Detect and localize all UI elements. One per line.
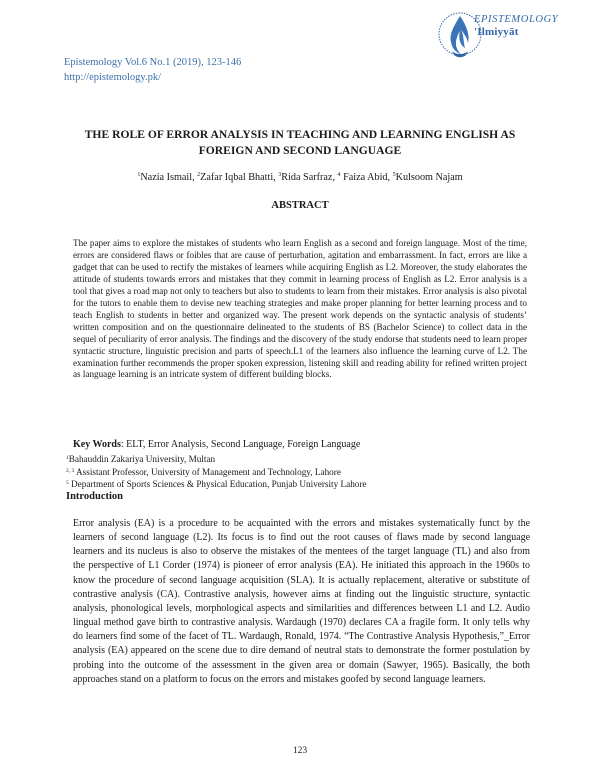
author: $^5$Kulsoom Najam	[392, 172, 463, 183]
affiliation: $^1$Bahauddin Zakariya University, Multan	[66, 454, 216, 464]
author-list	[60, 172, 540, 183]
keywords-label: Key Words	[73, 439, 121, 450]
journal-logo-text	[474, 14, 558, 38]
keywords	[73, 439, 360, 450]
author: $^2$Zafar Iqbal Bhatti,	[197, 172, 279, 183]
author: $^1$Nazia Ismail,	[137, 172, 198, 183]
affiliations	[66, 453, 367, 491]
paper-title: THE ROLE OF ERROR ANALYSIS IN TEACHING AND LEARNING ENGLISH AS FOREIGN AND SECOND LANGUAGE	[84, 128, 516, 157]
keywords-list: : ELT, Error Analysis, Second Language, Foreign Language	[120, 439, 361, 450]
affiliation: $^5$ Department of Sports Sciences & Physical Education, Punjab University Lahore	[66, 479, 367, 489]
introduction-body: Error analysis (EA) is a procedure to be acquainted with the errors and mistakes systematically funct by the learners of second language (L2). Its focus is to find out the root causes of flaws made by second language learners and its nucleus is also to observe the mistakes of the mentees of the target language (TL) and also from the perspective of L1 Corder (1974) is pioneer of error analysis (EA). He initiated this approach in the 1960s to know the procedure of second language acquisition (SLA). It is actually replacement, alterative or substitute of contrastive analysis (CA). Contrastive analysis, however aims at finding out the linguistic structure, syntactic analysis, phonological levels, morphological aspects and similarities and differences between L1 and L2. Audio lingual method gave birth to contrastive analysis. Wardaugh (1970) declares CA a fragile form. It only tells why do learners find some of the facet of TL. Wardaugh, Ronald, 1974. “The Contrastive Analysis Hypothesis,”_Error analysis (EA) appeared on the scene due to dire demand of neutral stats to demonstrate the former postulation by probing into the outcome of the assessment in the given area or domain (Sawyer, 1965). Basically, the both approaches stand on a platform to focus on the errors and mistakes goofed by second language learners.	[73, 518, 530, 685]
abstract-heading: ABSTRACT	[271, 200, 329, 211]
affiliation: $^{2, 3}$ Assistant Professor, University of Management and Technology, Lahore	[66, 466, 341, 477]
journal-url[interactable]: http://epistemology.pk/	[64, 72, 162, 83]
page-number: 123	[292, 746, 308, 756]
author: $^4$ Faiza Abid,	[337, 172, 393, 183]
author: $^3$Rida Sarfraz,	[278, 172, 338, 183]
logo-subtitle: 'Ilmiyyāt	[474, 26, 519, 38]
abstract-body: The paper aims to explore the mistakes of students who learn English as a second and foreign language. Most of the time, errors are considered flaws or foibles that are cause of perturbation, agitation and embarrassment. In fact, errors are like a gadget that can be used to rectify the mistakes of learners while acquiring English as L2. Moreover, the study elaborates the attitude of students towards errors and mistakes that they commit in learning process of English as L2. Error analysis is a tool that gives a road map not only to teachers but also to students to learn from their mistakes. Error analysis is also pivotal for the tutors to enable them to devise new teaching strategies and make proper planning for better learning process and to teach English to students in better and organized way. The present work depends on the syntactic analysis of students’ written composition and on the questionnaire delineated to the students of BS (Bachelor Science) to collect data in the sequel of peculiarity of error analysis. The findings and the discovery of the study endorse that students need to learn proper syntactic structure, linguistic precision and parts of speech.L1 of the learners also influence the learning curve of L2. The examination further recommends the proper spoken expression, listening skill and reading ability for refined written project as language learning is an intricate system of different building blocks.	[73, 238, 527, 380]
journal-info	[64, 55, 241, 85]
journal-citation: Epistemology Vol.6 No.1 (2019), 123-146	[64, 57, 242, 68]
introduction-heading: Introduction	[66, 491, 123, 502]
logo-title: EPISTEMOLOGY	[474, 14, 559, 25]
